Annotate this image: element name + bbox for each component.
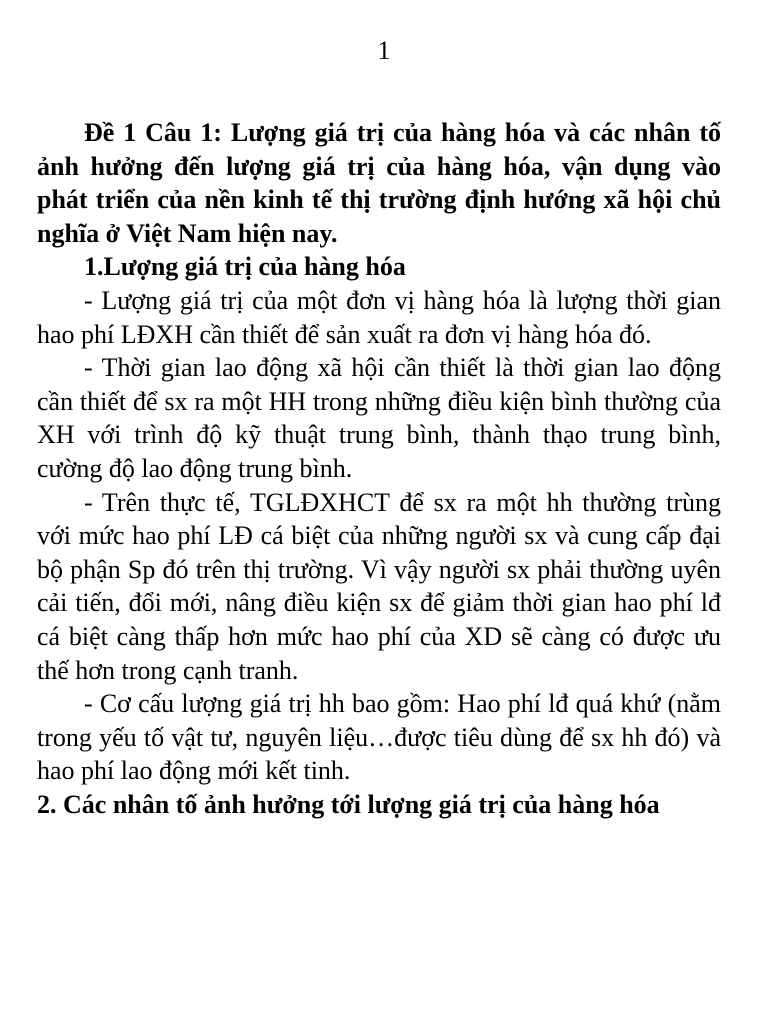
paragraph-in-practice: - Trên thực tế, TGLĐXHCT để sx ra một hh thường trùng với mức hao phí LĐ cá biệt của những người sx và cung cấp đại bộ phận Sp đó trên thị trường. Vì vậy người sx phải thường uyên cải tiến, đổi mới, nâng điều kiện sx để giảm thời gian hao phí lđ cá biệt càng thấp hơn mức hao phí của XD sẽ càng có được ưu thế hơn trong cạnh tranh. — [37, 487, 721, 685]
paragraph-value-definition: - Lượng giá trị của một đơn vị hàng hóa là lượng thời gian hao phí LĐXH cần thiết để sản xuất ra đơn vị hàng hóa đó. — [37, 285, 721, 349]
paragraph-socially-necessary-time: - Thời gian lao động xã hội cần thiết là thời gian lao động cần thiết để sx ra một HH trong những điều kiện bình thường của XH với trình độ kỹ thuật trung bình, thành thạo trung bình, cường độ lao động trung bình. — [37, 353, 721, 483]
document-heading: Đề 1 Câu 1: Lượng giá trị của hàng hóa và các nhân tố ảnh hưởng đến lượng giá trị của hàng hóa, vận dụng vào phát triển của nền kinh tế thị trường định hướng xã hội chủ nghĩa ở Việt Nam hiện nay. — [37, 118, 721, 248]
section-2-title: 2. Các nhân tố ảnh hưởng tới lượng giá trị của hàng hóa — [37, 789, 660, 819]
document-body — [37, 116, 721, 821]
page-number: 1 — [377, 36, 391, 65]
section-1-title: 1.Lượng giá trị của hàng hóa — [84, 252, 406, 282]
paragraph-value-structure: - Cơ cấu lượng giá trị hh bao gồm: Hao phí lđ quá khứ (nằm trong yếu tố vật tư, nguyên liệu…được tiêu dùng để sx hh đó) và hao phí lao động mới kết tinh. — [37, 689, 721, 786]
